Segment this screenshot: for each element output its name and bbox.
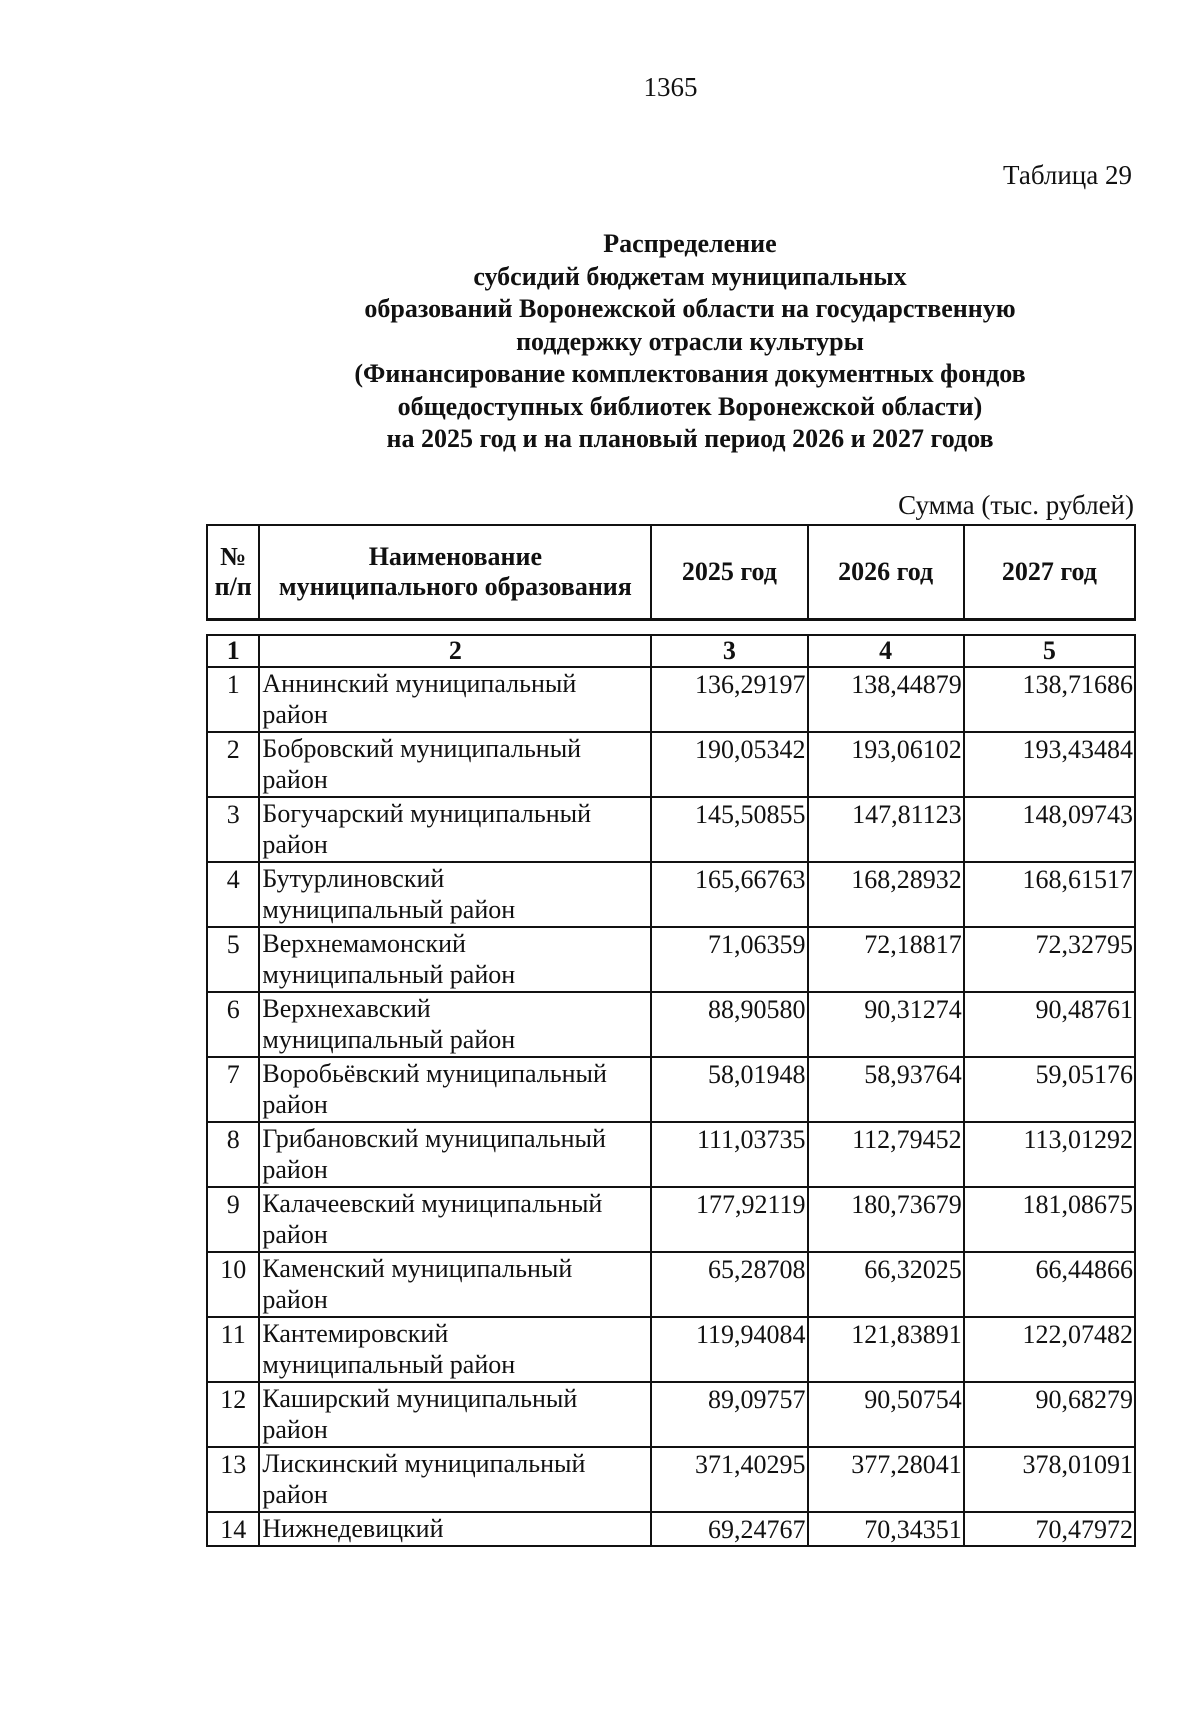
municipality-name-line: муниципальный район xyxy=(262,1350,516,1379)
municipality-name xyxy=(259,732,651,797)
table-row xyxy=(207,1382,1135,1447)
municipality-name xyxy=(259,927,651,992)
value-2026: 66,32025 xyxy=(808,1252,964,1317)
municipality-name-line: Грибановский муниципальный xyxy=(262,1124,606,1153)
municipality-name-line: район xyxy=(262,830,328,859)
page-number: 1365 xyxy=(643,72,698,102)
value-2026: 377,28041 xyxy=(808,1447,964,1512)
value-2025: 371,40295 xyxy=(651,1447,807,1512)
municipality-name-line: муниципальный район xyxy=(262,1025,516,1054)
value-2025: 111,03735 xyxy=(651,1122,807,1187)
municipality-name xyxy=(259,1447,651,1512)
value-2026: 180,73679 xyxy=(808,1187,964,1252)
table-row xyxy=(207,1057,1135,1122)
value-2027: 66,44866 xyxy=(964,1252,1135,1317)
value-2025: 71,06359 xyxy=(651,927,807,992)
value-2025: 145,50855 xyxy=(651,797,807,862)
column-number: 4 xyxy=(808,635,964,667)
row-number: 1 xyxy=(207,667,259,732)
value-2025: 136,29197 xyxy=(651,667,807,732)
value-2027: 193,43484 xyxy=(964,732,1135,797)
header-name xyxy=(259,525,651,619)
value-2025: 119,94084 xyxy=(651,1317,807,1382)
value-2027: 72,32795 xyxy=(964,927,1135,992)
municipality-name-line: Верхнехавский xyxy=(262,994,431,1023)
header-2027: 2027 год xyxy=(964,525,1135,619)
title-line: поддержку отрасли культуры xyxy=(516,326,864,356)
title-line: образований Воронежской области на государственную xyxy=(364,294,1016,323)
value-2025: 190,05342 xyxy=(651,732,807,797)
municipality-name-line: Аннинский муниципальный xyxy=(262,669,577,698)
municipality-name xyxy=(259,1187,651,1252)
value-2026: 72,18817 xyxy=(808,927,964,992)
municipality-name-line: район xyxy=(262,1480,328,1509)
value-2025: 165,66763 xyxy=(651,862,807,927)
table-row xyxy=(207,1122,1135,1187)
municipality-name-line: район xyxy=(262,1220,328,1249)
municipality-name xyxy=(259,1252,651,1317)
value-2027: 181,08675 xyxy=(964,1187,1135,1252)
value-2027: 138,71686 xyxy=(964,667,1135,732)
value-2027: 59,05176 xyxy=(964,1057,1135,1122)
header-number-line: № xyxy=(220,542,247,571)
municipality-name xyxy=(259,797,651,862)
municipality-name-line: Нижнедевицкий xyxy=(262,1514,444,1543)
value-2026: 90,31274 xyxy=(808,992,964,1057)
value-2027: 378,01091 xyxy=(964,1447,1135,1512)
title-line: Распределение xyxy=(603,229,777,258)
value-2025: 88,90580 xyxy=(651,992,807,1057)
title-line: общедоступных библиотек Воронежской области) xyxy=(397,391,983,421)
table-row xyxy=(207,1512,1135,1546)
value-2026: 70,34351 xyxy=(808,1512,964,1546)
row-number: 8 xyxy=(207,1122,259,1187)
column-number: 1 xyxy=(207,635,259,667)
row-number: 10 xyxy=(207,1252,259,1317)
header-2025: 2025 год xyxy=(651,525,807,619)
table-row xyxy=(207,862,1135,927)
row-number: 2 xyxy=(207,732,259,797)
value-2027: 70,47972 xyxy=(964,1512,1135,1546)
value-2027: 168,61517 xyxy=(964,862,1135,927)
municipality-name-line: муниципальный район xyxy=(262,960,516,989)
municipality-name-line: Каширский муниципальный xyxy=(262,1384,578,1413)
title-line: (Финансирование комплектования документных фондов xyxy=(354,359,1026,388)
value-2027: 90,68279 xyxy=(964,1382,1135,1447)
table-row xyxy=(207,667,1135,732)
value-2026: 168,28932 xyxy=(808,862,964,927)
table-row xyxy=(207,1252,1135,1317)
value-2026: 138,44879 xyxy=(808,667,964,732)
title-line: на 2025 год и на плановый период 2026 и 2027 годов xyxy=(386,424,994,453)
value-2026: 58,93764 xyxy=(808,1057,964,1122)
row-number: 4 xyxy=(207,862,259,927)
row-number: 7 xyxy=(207,1057,259,1122)
municipality-name xyxy=(259,1122,651,1187)
value-2027: 122,07482 xyxy=(964,1317,1135,1382)
table-row xyxy=(207,927,1135,992)
municipality-name xyxy=(259,667,651,732)
column-number: 2 xyxy=(259,635,651,667)
table-row xyxy=(207,1447,1135,1512)
value-2027: 90,48761 xyxy=(964,992,1135,1057)
header-2026: 2026 год xyxy=(808,525,964,619)
value-2025: 69,24767 xyxy=(651,1512,807,1546)
table-body xyxy=(206,634,1136,1547)
row-number: 6 xyxy=(207,992,259,1057)
units-label: Сумма (тыс. рублей) xyxy=(898,490,1134,520)
value-2026: 147,81123 xyxy=(808,797,964,862)
value-2025: 65,28708 xyxy=(651,1252,807,1317)
table-row xyxy=(207,992,1135,1057)
column-number-row xyxy=(207,635,1135,667)
municipality-name xyxy=(259,1512,651,1546)
row-number: 13 xyxy=(207,1447,259,1512)
value-2027: 148,09743 xyxy=(964,797,1135,862)
title-line: субсидий бюджетам муниципальных xyxy=(473,261,907,291)
municipality-name-line: муниципальный район xyxy=(262,895,516,924)
document-title xyxy=(260,228,1120,456)
value-2025: 177,92119 xyxy=(651,1187,807,1252)
row-number: 9 xyxy=(207,1187,259,1252)
municipality-name xyxy=(259,992,651,1057)
municipality-name-line: Кантемировский xyxy=(262,1319,449,1348)
row-number: 3 xyxy=(207,797,259,862)
divider xyxy=(206,619,1136,621)
municipality-name-line: Калачеевский муниципальный xyxy=(262,1189,603,1218)
value-2027: 113,01292 xyxy=(964,1122,1135,1187)
value-2026: 90,50754 xyxy=(808,1382,964,1447)
column-number: 3 xyxy=(651,635,807,667)
header-name-line: муниципального образования xyxy=(278,572,632,601)
table-row xyxy=(207,797,1135,862)
value-2026: 121,83891 xyxy=(808,1317,964,1382)
column-number: 5 xyxy=(964,635,1135,667)
municipality-name-line: район xyxy=(262,700,328,729)
municipality-name xyxy=(259,862,651,927)
row-number: 14 xyxy=(207,1512,259,1546)
municipality-name-line: Каменский муниципальный xyxy=(262,1254,573,1283)
municipality-name-line: Богучарский муниципальный xyxy=(262,799,592,828)
row-number: 5 xyxy=(207,927,259,992)
municipality-name xyxy=(259,1317,651,1382)
header-number-line: п/п xyxy=(214,572,252,601)
value-2025: 89,09757 xyxy=(651,1382,807,1447)
municipality-name-line: Бобровский муниципальный xyxy=(262,734,582,763)
municipality-name-line: Бутурлиновский xyxy=(262,864,445,893)
table-row xyxy=(207,732,1135,797)
municipality-name-line: район xyxy=(262,1155,328,1184)
table-label: Таблица 29 xyxy=(1003,160,1132,190)
table-row xyxy=(207,1317,1135,1382)
municipality-name-line: район xyxy=(262,1285,328,1314)
municipality-name-line: Воробьёвский муниципальный xyxy=(262,1059,607,1088)
municipality-name-line: район xyxy=(262,1415,328,1444)
table-header xyxy=(206,524,1136,620)
municipality-name-line: район xyxy=(262,765,328,794)
value-2025: 58,01948 xyxy=(651,1057,807,1122)
table-row xyxy=(207,1187,1135,1252)
value-2026: 193,06102 xyxy=(808,732,964,797)
row-number: 12 xyxy=(207,1382,259,1447)
municipality-name-line: Верхнемамонский xyxy=(262,929,466,958)
municipality-name-line: район xyxy=(262,1090,328,1119)
header-name-line: Наименование xyxy=(368,542,543,571)
municipality-name xyxy=(259,1057,651,1122)
header-number xyxy=(207,525,259,619)
value-2026: 112,79452 xyxy=(808,1122,964,1187)
municipality-name xyxy=(259,1382,651,1447)
municipality-name-line: Лискинский муниципальный xyxy=(262,1449,586,1478)
row-number: 11 xyxy=(207,1317,259,1382)
